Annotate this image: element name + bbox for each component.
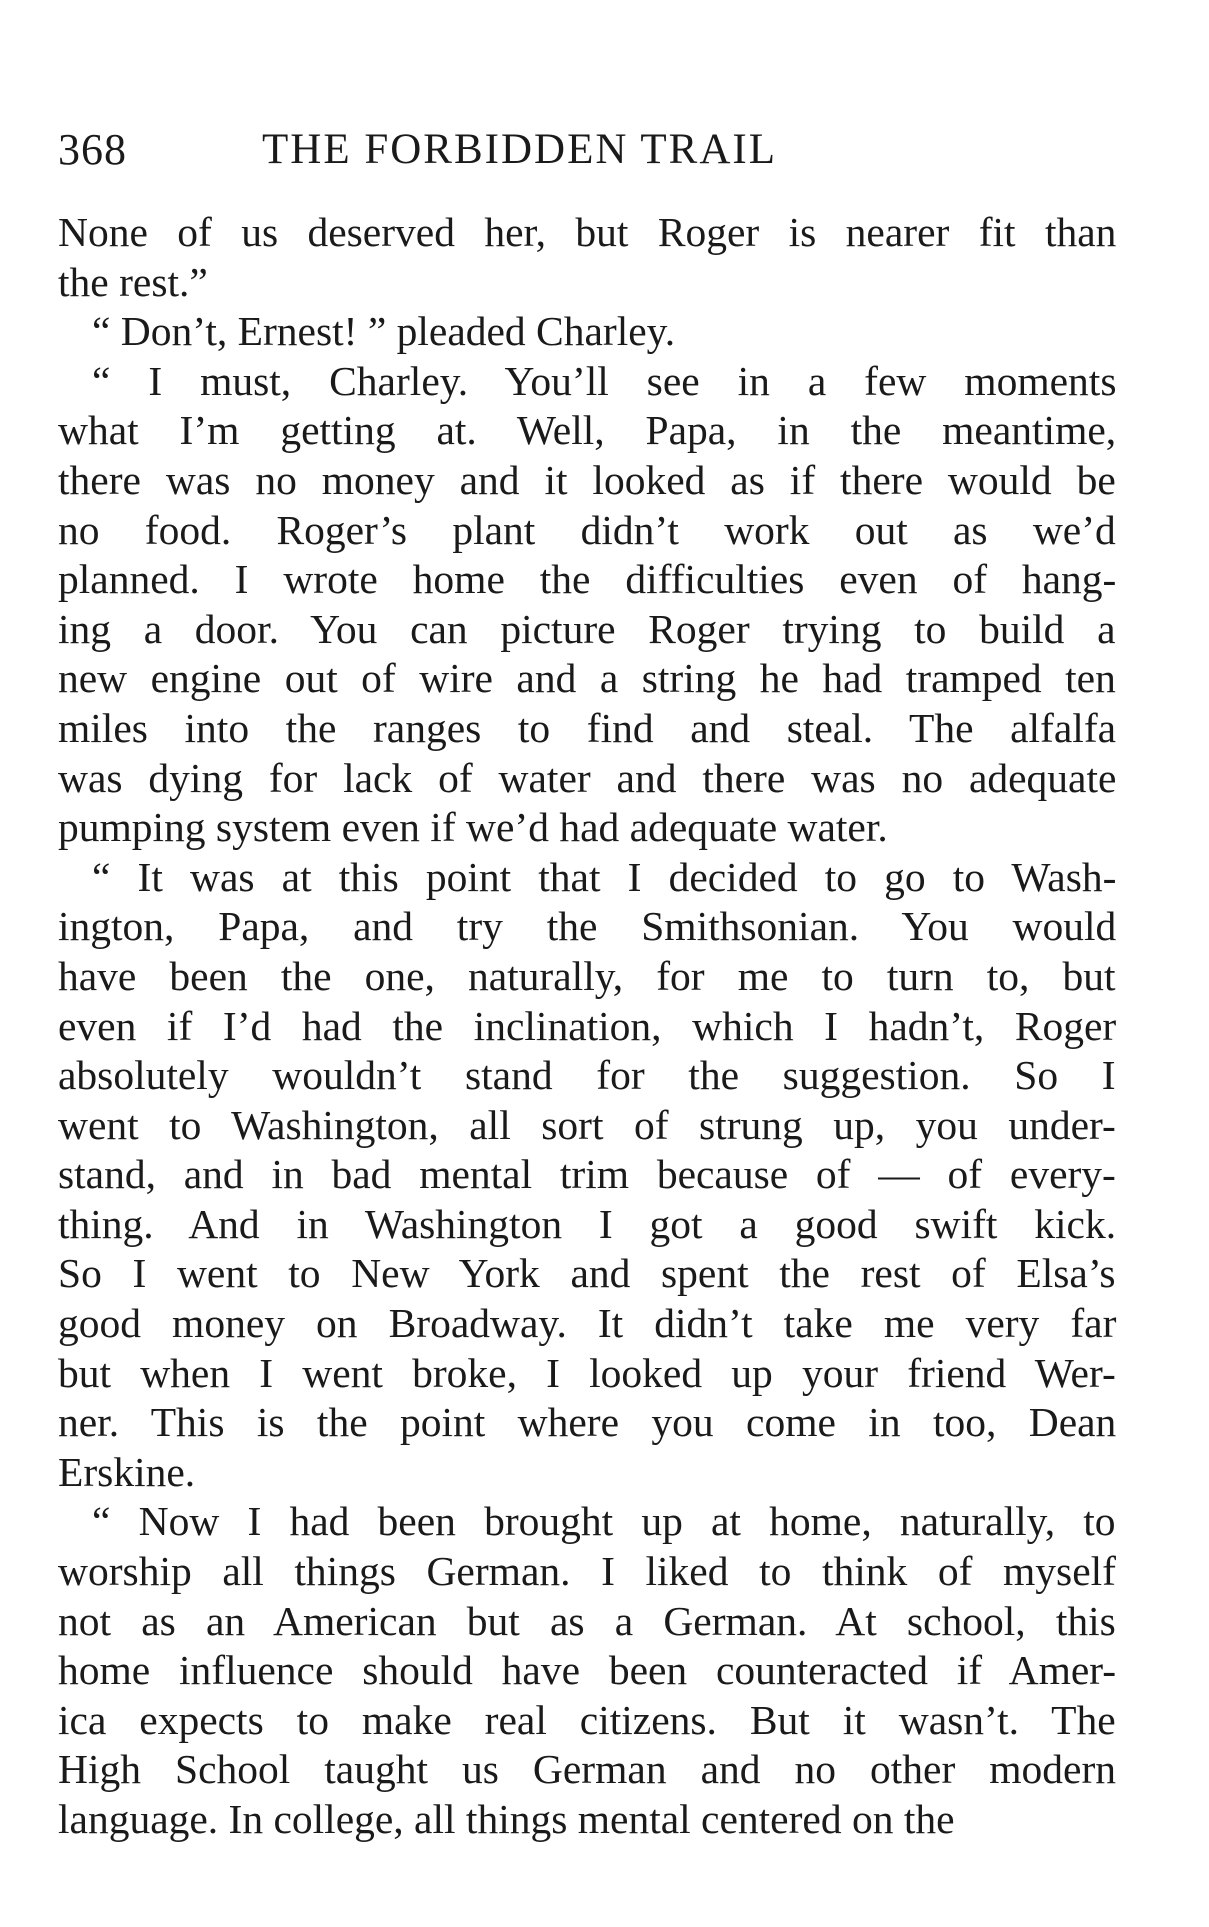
text-line: not as an American but as a German. At school, this (58, 1597, 1116, 1644)
page-header (58, 118, 1118, 182)
text-line: went to Washington, all sort of strung up, you under- (58, 1101, 1116, 1148)
text-line: “ Now I had been brought up at home, naturally, to (92, 1498, 1116, 1545)
text-line: ica expects to make real citizens. But it wasn’t. The (58, 1696, 1116, 1743)
text-line: pumping system even if we’d had adequate water. (58, 804, 888, 851)
text-line: but when I went broke, I looked up your friend Wer- (58, 1349, 1116, 1396)
text-line: home influence should have been counteracted if Amer- (58, 1647, 1117, 1694)
text-line: the rest.” (58, 258, 208, 305)
text-line: planned. I wrote home the difficulties even of hang- (58, 556, 1117, 603)
text-line: ner. This is the point where you come in too, Dean (58, 1399, 1117, 1446)
text-line: None of us deserved her, but Roger is nearer fit than (58, 209, 1117, 255)
text-line: “ It was at this point that I decided to go to Wash- (92, 853, 1117, 900)
text-line: what I’m getting at. Well, Papa, in the meantime, (58, 407, 1117, 454)
text-line: new engine out of wire and a string he had tramped ten (58, 655, 1116, 702)
text-line: miles into the ranges to find and steal. The alfalfa (58, 704, 1117, 751)
text-line: So I went to New York and spent the rest of Elsa’s (58, 1250, 1116, 1297)
text-line: ington, Papa, and try the Smithsonian. You would (58, 903, 1117, 950)
text-line: no food. Roger’s plant didn’t work out as we’d (58, 506, 1116, 553)
text-line: “ I must, Charley. You’ll see in a few moments (92, 357, 1117, 404)
text-line: worship all things German. I liked to think of myself (58, 1548, 1116, 1595)
page-number: 368 (58, 125, 127, 174)
text-line: good money on Broadway. It didn’t take me very far (58, 1300, 1117, 1347)
text-line: ing a door. You can picture Roger trying to build a (58, 605, 1116, 652)
text-line: High School taught us German and no other modern (58, 1746, 1117, 1793)
text-line: have been the one, naturally, for me to turn to, but (58, 952, 1116, 999)
text-line: “ Don’t, Ernest! ” pleaded Charley. (92, 308, 676, 355)
running-title: THE FORBIDDEN TRAIL (262, 126, 777, 173)
text-line: there was no money and it looked as if there would be (58, 456, 1116, 503)
text-line: language. In college, all things mental centered on the (58, 1796, 955, 1842)
text-line: absolutely wouldn’t stand for the suggestion. So I (58, 1052, 1116, 1099)
text-line: Erskine. (58, 1448, 196, 1495)
text-line: stand, and in bad mental trim because of — of every- (58, 1151, 1116, 1198)
body-text (58, 208, 1116, 1845)
text-line: even if I’d had the inclination, which I hadn’t, Roger (58, 1002, 1117, 1049)
text-line: thing. And in Washington I got a good swift kick. (58, 1200, 1117, 1247)
text-line: was dying for lack of water and there was no adequate (58, 754, 1117, 801)
